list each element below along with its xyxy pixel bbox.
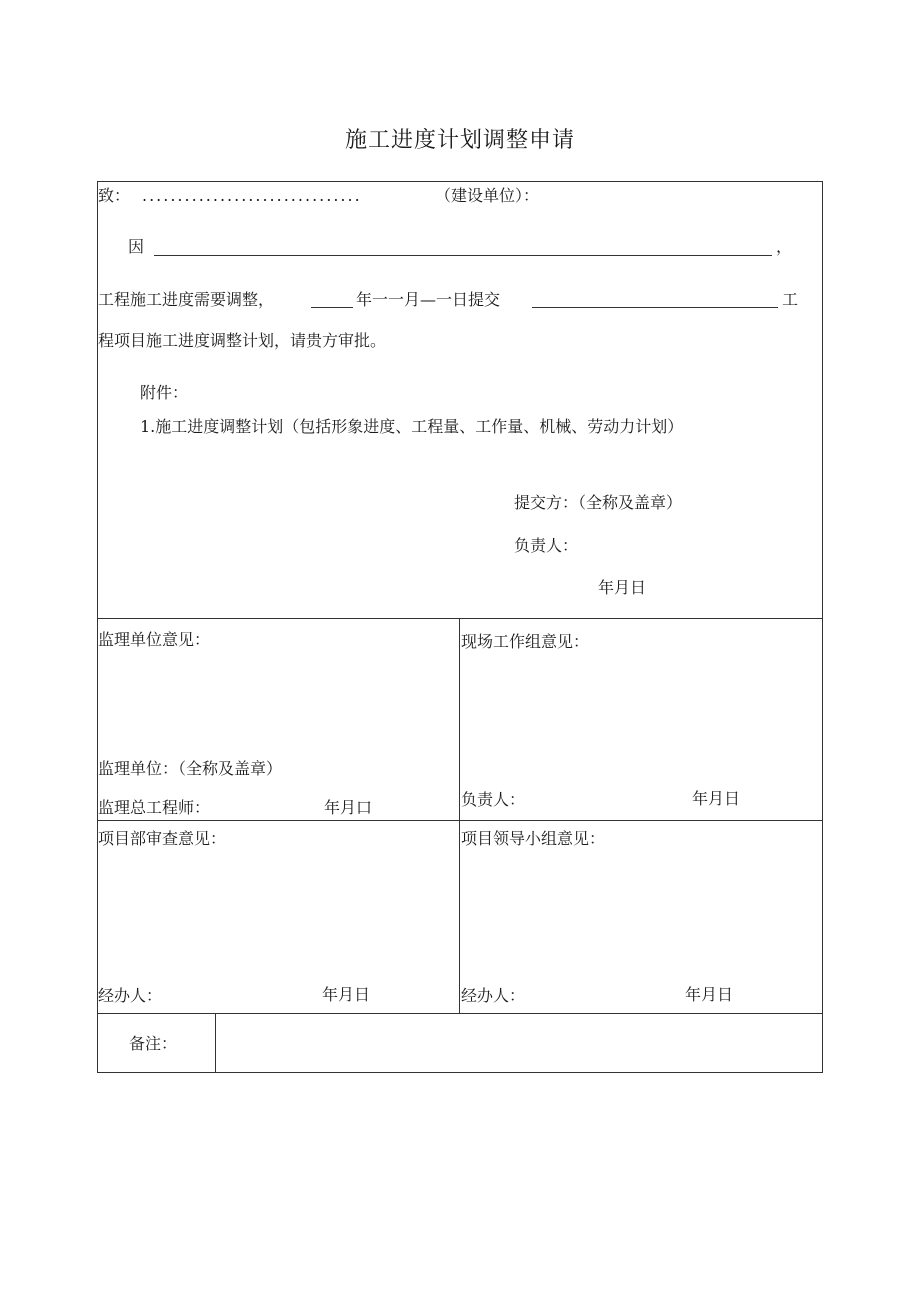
- attachment-item: 1.施工进度调整计划（包括形象进度、工程量、工作量、机械、劳动力计划）: [140, 417, 684, 436]
- application-form: [97, 181, 823, 1073]
- submit-date-text: 年一一月—一日提交: [356, 290, 501, 309]
- site-group-heading: 现场工作组意见：: [461, 632, 590, 651]
- supervision-unit-label: 监理单位：（全称及盖章）: [98, 759, 283, 778]
- reason-blank-line[interactable]: [154, 255, 772, 256]
- supervision-engineer-label: 监理总工程师：: [98, 798, 211, 817]
- remarks-label: 备注：: [129, 1034, 178, 1053]
- project-dept-heading: 项目部审查意见：: [98, 829, 227, 848]
- to-suffix: （建设单位）：: [435, 186, 540, 205]
- site-group-responsible-label: 负责人：: [461, 790, 526, 809]
- column-divider: [459, 618, 460, 1013]
- submit-date-label: 年月日: [598, 578, 647, 597]
- line3-suffix: 工: [782, 290, 799, 309]
- submitter-label: 提交方：（全称及盖章）: [514, 493, 683, 512]
- site-group-date-label: 年月日: [692, 789, 741, 808]
- leadership-group-heading: 项目领导小组意见：: [461, 829, 606, 848]
- page-title: 施工进度计划调整申请: [344, 128, 575, 153]
- leadership-group-date-label: 年月日: [685, 985, 734, 1004]
- approval-request: 程项目施工进度调整计划，请贵方审批。: [98, 331, 387, 350]
- leadership-group-handler-label: 经办人：: [461, 986, 526, 1005]
- adjust-statement: 工程施工进度需要调整，: [98, 290, 275, 309]
- remarks-field[interactable]: [217, 1015, 820, 1070]
- reason-prefix: 因: [128, 237, 145, 256]
- project-blank-line[interactable]: [532, 307, 778, 308]
- attachment-label: 附件：: [140, 383, 189, 402]
- remarks-divider: [215, 1013, 216, 1072]
- divider-request: [98, 618, 822, 619]
- supervision-heading: 监理单位意见：: [98, 630, 211, 649]
- divider-row3: [98, 1013, 822, 1014]
- responsible-label: 负责人：: [514, 536, 579, 555]
- supervision-date-label: 年月口: [324, 798, 373, 817]
- to-dots: ...............................: [142, 186, 362, 205]
- project-dept-handler-label: 经办人：: [98, 986, 163, 1005]
- project-dept-date-label: 年月日: [322, 985, 371, 1004]
- reason-comma: ，: [776, 237, 793, 256]
- to-prefix: 致：: [98, 186, 131, 205]
- year-blank-line[interactable]: [311, 307, 353, 308]
- divider-row2: [98, 820, 822, 821]
